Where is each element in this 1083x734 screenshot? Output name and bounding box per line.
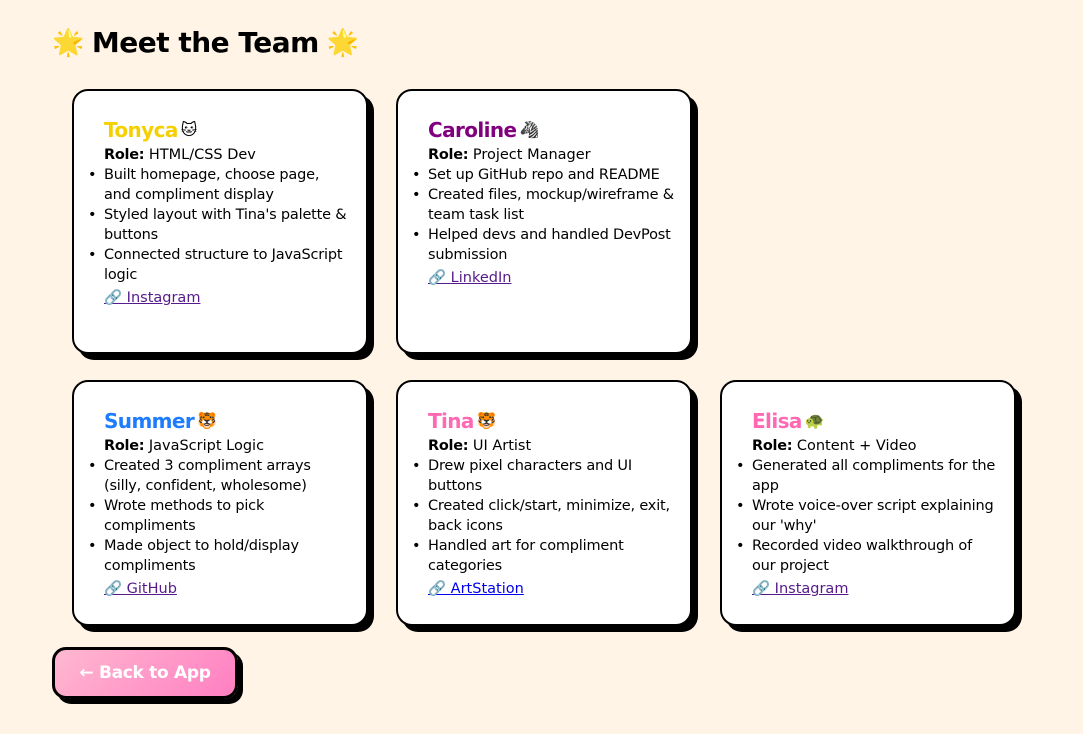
turtle-icon: 🐢 xyxy=(804,411,825,430)
member-name: Summer 🐯 xyxy=(104,409,217,433)
glowing-star-icon: 🌟 xyxy=(326,27,359,58)
artstation-link[interactable]: 🔗 ArtStation xyxy=(428,581,524,597)
task-list xyxy=(428,456,674,576)
link-icon: 🔗 xyxy=(428,581,447,597)
team-card-elisa xyxy=(720,380,1016,626)
glowing-star-icon: 🌟 xyxy=(52,27,84,58)
team-card-caroline xyxy=(396,89,692,354)
link-icon: 🔗 xyxy=(428,270,447,286)
member-name: Tina 🐯 xyxy=(428,409,497,433)
page-title xyxy=(52,26,359,59)
task-item: • Wrote voice-over script explaining our 'why' xyxy=(752,496,998,536)
member-role: Role: UI Artist xyxy=(428,438,532,454)
task-item: • Built homepage, choose page, and compliment display xyxy=(104,165,350,205)
member-role: Role: Content + Video xyxy=(752,438,917,454)
task-list xyxy=(104,165,350,285)
task-item: • Created click/start, minimize, exit, back icons xyxy=(428,496,674,536)
link-icon: 🔗 xyxy=(104,290,123,306)
team-card-tina xyxy=(396,380,692,626)
task-list xyxy=(752,456,998,576)
link-icon: 🔗 xyxy=(752,581,771,597)
tiger-icon: 🐯 xyxy=(197,411,217,430)
page-title-text: Meet the Team xyxy=(91,26,319,59)
instagram-link[interactable]: 🔗 Instagram xyxy=(104,290,201,306)
task-item: • Wrote methods to pick compliments xyxy=(104,496,350,536)
member-name: Caroline 🦓 xyxy=(428,118,539,142)
member-name: Elisa 🐢 xyxy=(752,409,825,433)
task-item: • Drew pixel characters and UI buttons xyxy=(428,456,674,496)
back-to-app-button[interactable]: ← Back to App xyxy=(52,647,238,699)
task-item: • Helped devs and handled DevPost submission xyxy=(428,225,674,265)
task-item: • Set up GitHub repo and README xyxy=(428,165,674,185)
instagram-link[interactable]: 🔗 Instagram xyxy=(752,581,849,597)
task-item: • Created 3 compliment arrays (silly, confident, wholesome) xyxy=(104,456,350,496)
zebra-icon: 🦓 xyxy=(519,120,539,139)
task-list xyxy=(104,456,350,576)
task-item: • Recorded video walkthrough of our project xyxy=(752,536,998,576)
task-list xyxy=(428,165,674,265)
team-card-summer xyxy=(72,380,368,626)
linkedin-link[interactable]: 🔗 LinkedIn xyxy=(428,270,512,286)
member-role: Role: Project Manager xyxy=(428,147,591,163)
task-item: • Made object to hold/display compliments xyxy=(104,536,350,576)
team-card-tonyca xyxy=(72,89,368,354)
cat-icon: 🐱 xyxy=(180,120,197,139)
task-item: • Connected structure to JavaScript logic xyxy=(104,245,350,285)
task-item: • Styled layout with Tina's palette & buttons xyxy=(104,205,350,245)
github-link[interactable]: 🔗 GitHub xyxy=(104,581,177,597)
task-item: • Handled art for compliment categories xyxy=(428,536,674,576)
member-role: Role: JavaScript Logic xyxy=(104,438,265,454)
link-icon: 🔗 xyxy=(104,581,123,597)
task-item: • Generated all compliments for the app xyxy=(752,456,998,496)
task-item: • Created files, mockup/wireframe & team task list xyxy=(428,185,674,225)
member-role: Role: HTML/CSS Dev xyxy=(104,147,256,163)
tiger-icon: 🐯 xyxy=(476,411,497,430)
member-name: Tonyca 🐱 xyxy=(104,118,197,142)
